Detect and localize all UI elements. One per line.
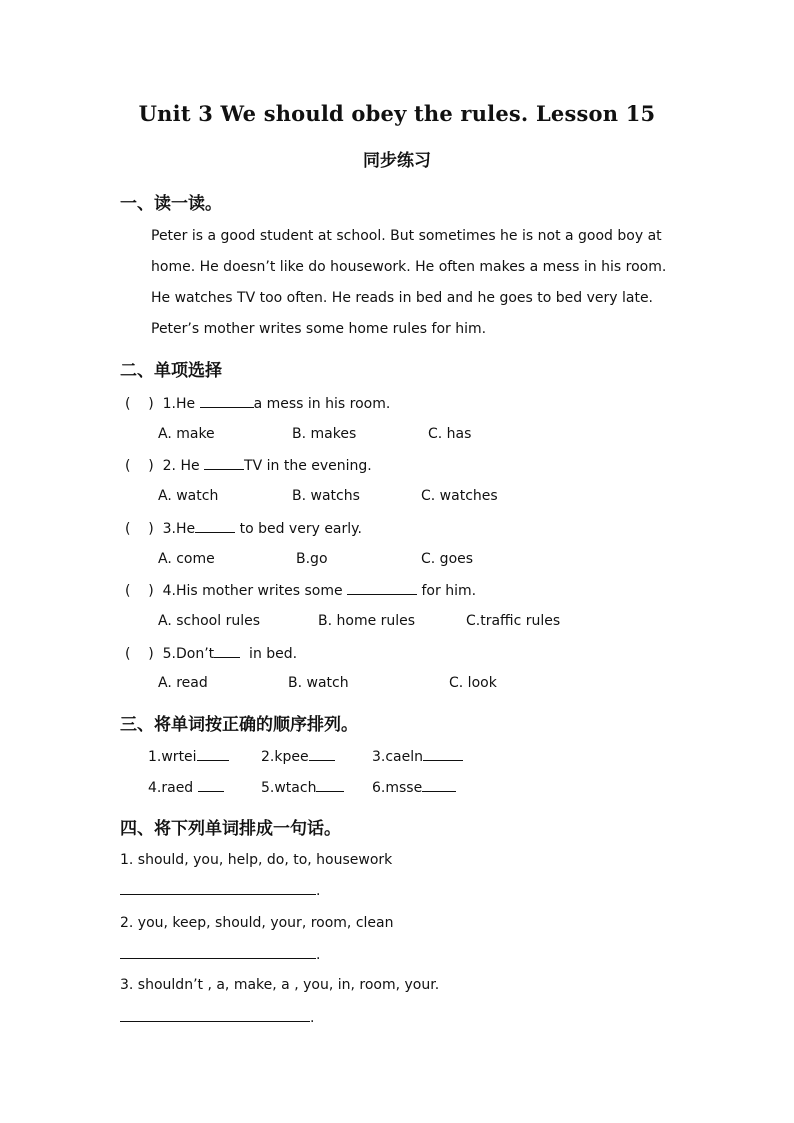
blank-line[interactable] — [214, 645, 240, 658]
section-2-heading: 二、单项选择 — [120, 361, 222, 381]
blank-line[interactable] — [204, 457, 244, 470]
question-1: ( ) 1.He a mess in his room. — [125, 396, 391, 412]
answer-line: . — [120, 1009, 314, 1026]
scramble-item: 1.wrtei — [148, 748, 229, 765]
option-c[interactable]: C. watches — [421, 488, 498, 504]
question-2: ( ) 2. He TV in the evening. — [125, 458, 372, 474]
option-b[interactable]: B. watchs — [292, 488, 360, 504]
blank-line[interactable] — [316, 779, 344, 792]
option-a[interactable]: A. come — [158, 551, 215, 567]
scramble-item: 6.msse — [372, 779, 456, 796]
blank-line[interactable] — [195, 520, 235, 533]
scramble-item: 4.raed — [148, 779, 224, 796]
option-a[interactable]: A. make — [158, 426, 215, 442]
answer-paren[interactable]: ( ) — [125, 583, 154, 599]
page-title: Unit 3 We should obey the rules. Lesson 15 — [138, 101, 656, 126]
option-c[interactable]: C. look — [449, 675, 497, 691]
scramble-item: 3.caeln — [372, 748, 463, 765]
option-c[interactable]: C. goes — [421, 551, 474, 567]
option-a[interactable]: A. school rules — [158, 613, 260, 629]
answer-paren[interactable]: ( ) — [125, 646, 154, 662]
option-a[interactable]: A. read — [158, 675, 208, 691]
blank-line[interactable] — [120, 946, 316, 959]
section-1-heading: 一、读一读。 — [120, 194, 222, 214]
blank-line[interactable] — [309, 748, 335, 761]
question-3: ( ) 3.He to bed very early. — [125, 521, 362, 537]
option-b[interactable]: B. makes — [292, 426, 357, 442]
reading-line: He watches TV too often. He reads in bed and he goes to bed very late. — [151, 290, 654, 306]
scramble-item: 2.kpee — [261, 748, 335, 765]
answer-paren[interactable]: ( ) — [125, 396, 154, 412]
answer-paren[interactable]: ( ) — [125, 458, 154, 474]
section-3-heading: 三、将单词按正确的顺序排列。 — [120, 715, 358, 735]
blank-line[interactable] — [347, 582, 417, 595]
section-4-heading: 四、将下列单词排成一句话。 — [120, 819, 341, 839]
sentence-prompt: 2. you, keep, should, your, room, clean — [120, 915, 394, 931]
reading-line: Peter’s mother writes some home rules for him. — [151, 321, 487, 337]
option-b[interactable]: B.go — [296, 551, 328, 567]
scramble-item: 5.wtach — [261, 779, 344, 796]
answer-line: . — [120, 946, 320, 963]
sentence-prompt: 3. shouldn’t , a, make, a , you, in, room, your. — [120, 977, 440, 993]
option-b[interactable]: B. home rules — [318, 613, 416, 629]
page-subtitle: 同步练习 — [363, 151, 431, 171]
question-4: ( ) 4.His mother writes some for him. — [125, 583, 477, 599]
blank-line[interactable] — [423, 748, 463, 761]
blank-line[interactable] — [198, 779, 224, 792]
option-c[interactable]: C. has — [428, 426, 472, 442]
option-a[interactable]: A. watch — [158, 488, 219, 504]
question-5: ( ) 5.Don’t in bed. — [125, 646, 298, 662]
option-c[interactable]: C.traffic rules — [466, 613, 561, 629]
answer-paren[interactable]: ( ) — [125, 521, 154, 537]
option-b[interactable]: B. watch — [288, 675, 349, 691]
blank-line[interactable] — [200, 395, 254, 408]
answer-line: . — [120, 882, 320, 899]
blank-line[interactable] — [120, 882, 316, 895]
reading-line: Peter is a good student at school. But sometimes he is not a good boy at — [151, 228, 662, 244]
reading-line: home. He doesn’t like do housework. He often makes a mess in his room. — [151, 259, 667, 275]
blank-line[interactable] — [197, 748, 229, 761]
blank-line[interactable] — [422, 779, 456, 792]
blank-line[interactable] — [120, 1009, 310, 1022]
sentence-prompt: 1. should, you, help, do, to, housework — [120, 852, 393, 868]
